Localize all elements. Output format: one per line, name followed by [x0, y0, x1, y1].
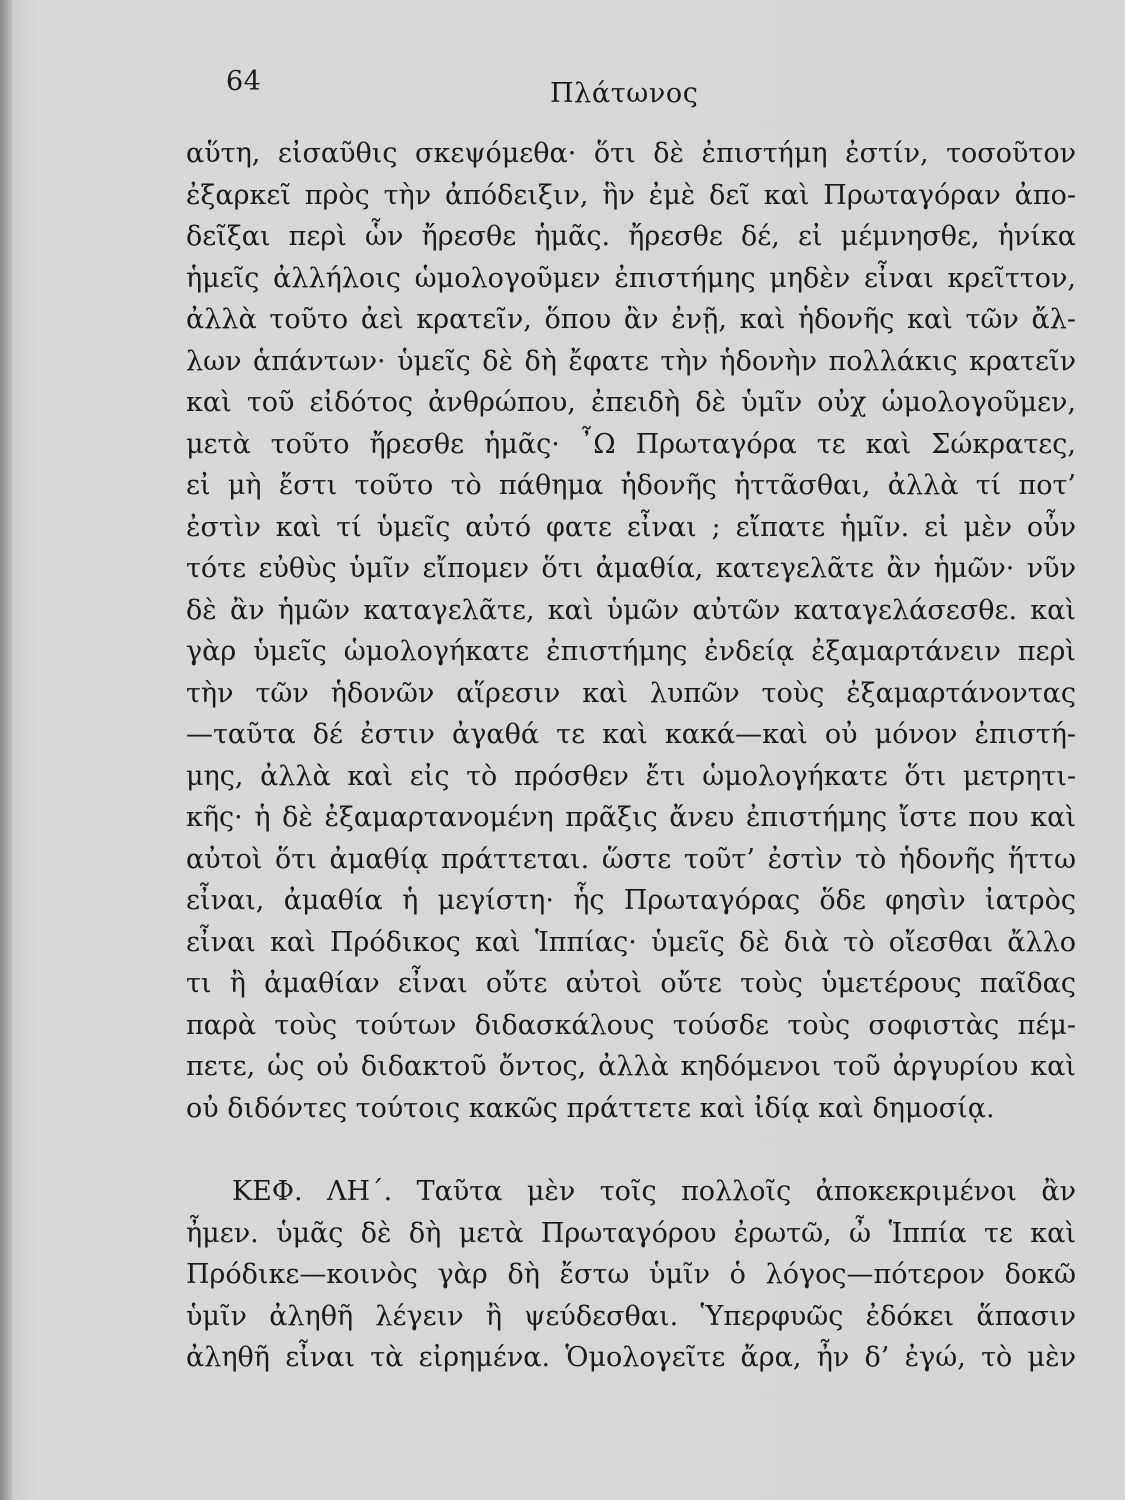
text-line: γὰρ ὑμεῖς ὡμολογήκατε ἐπιστήμης ἐνδείᾳ ἐξαμαρτάνειν περὶ — [186, 636, 1076, 667]
text-line: μετὰ τοῦτο ἤρεσθε ἡμᾶς· ῏Ω Πρωταγόρα τε καὶ Σώκρατες, — [186, 428, 1076, 460]
page-spine-shadow — [0, 0, 12, 1500]
text-line: Πρόδικε—κοινὸς γὰρ δὴ ἔστω ὑμῖν ὁ λόγος—πότερον δοκῶ — [186, 1259, 1076, 1290]
text-line: ἡμεῖς ἀλλήλοις ὡμολογοῦμεν ἐπιστήμης μηδὲν εἶναι κρεῖττον, — [186, 262, 1076, 294]
text-line: ἐστὶν καὶ τί ὑμεῖς αὐτό φατε εἶναι ; εἴπατε ἡμῖν. εἰ μὲν οὖν — [186, 511, 1076, 543]
text-line: ἐξαρκεῖ πρὸς τὴν ἀπόδειξιν, ἣν ἐμὲ δεῖ καὶ Πρωταγόραν ἀπο- — [186, 179, 1076, 211]
text-line: ἀληθῆ εἶναι τὰ εἰρημένα. Ὁμολογεῖτε ἄρα, ἦν δ’ ἐγώ, τὸ μὲν — [186, 1342, 1076, 1373]
text-line: εἶναι καὶ Πρόδικος καὶ Ἱππίας· ὑμεῖς δὲ διὰ τὸ οἴεσθαι ἄλλο — [186, 926, 1076, 958]
text-line: ὑμῖν ἀληθῆ λέγειν ἢ ψεύδεσθαι. Ὑπερφυῶς ἐδόκει ἅπασιν — [186, 1300, 1076, 1332]
text-line: εἰ μὴ ἔστι τοῦτο τὸ πάθημα ἡδονῆς ἡττᾶσθαι, ἀλλὰ τί ποτ’ — [186, 470, 1076, 501]
text-line: λων ἁπάντων· ὑμεῖς δὲ δὴ ἔφατε τὴν ἡδονὴν πολλάκις κρατεῖν — [186, 345, 1076, 377]
page-number: 64 — [226, 66, 262, 97]
text-line: παρὰ τοὺς τούτων διδασκάλους τούσδε τοὺς σοφιστὰς πέμ- — [186, 1009, 1076, 1041]
paragraph-2 — [186, 1171, 1076, 1379]
running-head: Πλάτωνος — [550, 78, 699, 109]
text-line: εἶναι, ἀμαθία ἡ μεγίστη· ἧς Πρωταγόρας ὅδε φησὶν ἰατρὸς — [186, 885, 1076, 916]
text-line: δὲ ἂν ἡμῶν καταγελᾶτε, καὶ ὑμῶν αὐτῶν καταγελάσεσθε. καὶ — [186, 594, 1076, 626]
text-line: αὐτοὶ ὅτι ἀμαθίᾳ πράττεται. ὥστε τοῦτ’ ἐστὶν τὸ ἡδονῆς ἥττω — [186, 843, 1076, 875]
text-line: ἀλλὰ τοῦτο ἀεὶ κρατεῖν, ὅπου ἂν ἐνῇ, καὶ ἡδονῆς καὶ τῶν ἄλ- — [186, 304, 1076, 335]
paragraph-gap — [186, 1129, 1076, 1171]
main-text — [186, 133, 1076, 1379]
text-line: μης, ἀλλὰ καὶ εἰς τὸ πρόσθεν ἔτι ὡμολογήκατε ὅτι μετρητι- — [186, 760, 1076, 792]
text-line: οὐ διδόντες τούτοις κακῶς πράττετε καὶ ἰδίᾳ καὶ δημοσίᾳ. — [186, 1092, 995, 1124]
text-line: —ταῦτα δέ ἐστιν ἀγαθά τε καὶ κακά—καὶ οὐ μόνον ἐπιστή- — [186, 719, 1076, 750]
paragraph-1 — [186, 133, 1076, 1129]
text-line: ἦμεν. ὑμᾶς δὲ δὴ μετὰ Πρωταγόρου ἐρωτῶ, ὦ Ἱππία τε καὶ — [186, 1217, 1076, 1249]
text-line: τι ἢ ἀμαθίαν εἶναι οὔτε αὐτοὶ οὔτε τοὺς ὑμετέρους παῖδας — [186, 968, 1076, 999]
text-line: καὶ τοῦ εἰδότος ἀνθρώπου, ἐπειδὴ δὲ ὑμῖν οὐχ ὡμολογοῦμεν, — [186, 387, 1076, 418]
text-line: τότε εὐθὺς ὑμῖν εἴπομεν ὅτι ἀμαθία, κατεγελᾶτε ἂν ἡμῶν· νῦν — [186, 553, 1076, 584]
chapter-opening-line: ΚΕΦ. ΛΗ΄. Ταῦτα μὲν τοῖς πολλοῖς ἀποκεκριμένοι ἂν — [232, 1176, 1076, 1207]
text-line: αὕτη, εἰσαῦθις σκεψόμεθα· ὅτι δὲ ἐπιστήμη ἐστίν, τοσοῦτον — [186, 138, 1076, 169]
text-line: δεῖξαι περὶ ὧν ἤρεσθε ἡμᾶς. ἤρεσθε δέ, εἰ μέμνησθε, ἡνίκα — [186, 221, 1076, 252]
text-line: τὴν τῶν ἡδονῶν αἵρεσιν καὶ λυπῶν τοὺς ἐξαμαρτάνοντας — [186, 677, 1076, 709]
text-line: πετε, ὡς οὐ διδακτοῦ ὄντος, ἀλλὰ κηδόμενοι τοῦ ἀργυρίου καὶ — [186, 1051, 1076, 1082]
text-line: κῆς· ἡ δὲ ἐξαμαρτανομένη πρᾶξις ἄνευ ἐπιστήμης ἴστε που καὶ — [186, 802, 1076, 833]
